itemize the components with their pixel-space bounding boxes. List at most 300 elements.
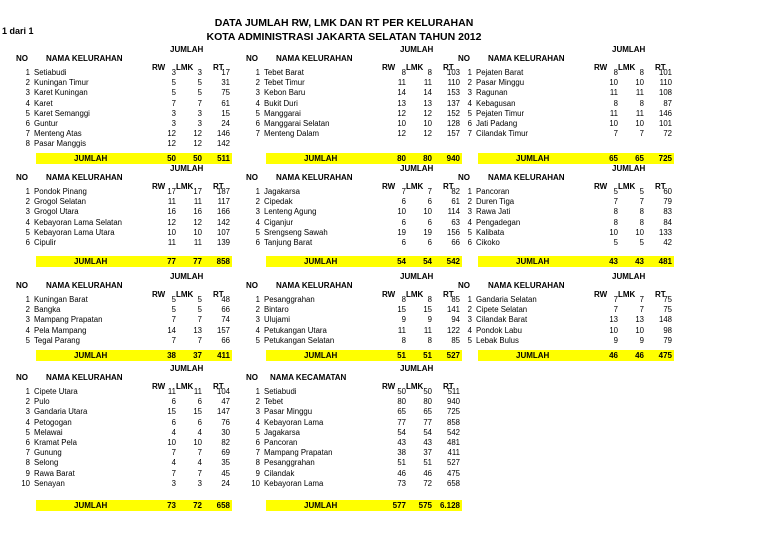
row-rt: 74 [221,315,230,325]
row-name: Grogol Selatan [34,197,87,207]
total-lmk: 50 [193,154,202,163]
table-header [16,163,224,191]
row-rt: 511 [447,387,460,396]
row-rw: 3 [171,119,176,128]
row-lmk: 6 [427,217,432,227]
row-rw: 11 [167,197,176,207]
row-name: Rawa Jati [476,207,511,217]
row-lmk: 65 [423,407,432,417]
row-rw: 11 [167,387,176,396]
row-name: Bukit Duri [264,98,298,108]
row-rw: 38 [397,448,406,458]
table-row [458,119,673,129]
row-name: Pesanggrahan [264,295,315,304]
row-lmk: 5 [197,305,202,315]
row-rw: 4 [171,427,176,437]
total-rt: 411 [217,351,230,360]
row-lmk: 14 [423,88,432,98]
row-rt: 79 [663,197,672,207]
rt-header: RT [213,290,224,299]
jumlah-header: JUMLAH [170,164,204,173]
rt-header: RT [213,182,224,191]
row-rt: 166 [216,207,230,217]
lmk-header: LMK [618,63,636,72]
row-rw: 8 [613,68,618,77]
lmk-header: LMK [618,290,636,299]
total-label: JUMLAH [74,501,108,510]
row-rt: 101 [658,119,672,128]
row-rw: 5 [171,78,176,88]
total-rw: 43 [609,257,618,266]
table-row [16,469,231,479]
total-lmk: 51 [423,351,432,360]
rt-header: RT [443,182,454,191]
row-lmk: 7 [639,197,644,207]
rw-header: RW [382,182,396,191]
row-number: 2 [255,78,260,88]
row-rw: 15 [167,407,176,417]
row-rw: 77 [397,417,406,427]
row-name: Tebet [264,397,284,407]
total-lmk: 575 [418,501,432,510]
row-rw: 10 [167,438,176,447]
jumlah-header: JUMLAH [612,164,646,173]
row-lmk: 10 [193,438,202,447]
table-row [16,305,231,315]
row-name: Srengseng Sawah [264,227,328,237]
row-name: Mampang Prapatan [264,448,333,458]
row-rw: 14 [397,88,406,98]
table-row [458,197,673,207]
row-lmk: 12 [423,129,432,139]
jumlah-header: JUMLAH [612,45,646,54]
table-row [246,78,461,88]
row-number: 8 [25,139,30,149]
row-rt: 128 [446,119,460,128]
row-rt: 75 [221,88,230,98]
row-number: 2 [255,305,260,315]
row-rw: 10 [609,325,618,335]
total-rw: 54 [397,257,406,266]
row-number: 4 [255,98,260,108]
row-rw: 6 [171,417,176,427]
row-lmk: 37 [423,448,432,458]
row-name: Petukangan Selatan [264,335,335,345]
row-rt: 107 [216,227,230,237]
row-rt: 69 [221,448,230,458]
table-header [246,163,454,191]
table-row [246,479,461,489]
row-number: 1 [255,187,260,196]
row-number: 3 [467,88,472,98]
row-name: Cipulir [34,238,57,247]
row-number: 2 [255,397,260,407]
total-lmk: 37 [193,351,202,360]
total-label: JUMLAH [74,351,108,360]
row-rt: 72 [663,129,672,139]
row-rt: 61 [451,197,460,207]
row-number: 9 [25,468,30,478]
table-row [246,119,461,129]
row-rt: 940 [446,397,460,407]
row-lmk: 6 [427,197,432,207]
row-number: 1 [467,295,472,304]
row-name: Senayan [34,478,65,488]
row-number: 1 [25,387,30,396]
row-rw: 11 [397,78,406,88]
row-rw: 7 [171,315,176,325]
row-lmk: 16 [193,207,202,217]
row-rt: 475 [446,468,460,478]
row-lmk: 3 [197,108,202,118]
row-number: 3 [25,315,30,325]
table-header [16,44,224,72]
row-name: Pancoran [476,187,510,196]
total-row [36,256,232,267]
row-name: Jagakarsa [264,427,300,437]
row-rt: 84 [663,217,672,227]
lmk-header: LMK [406,63,424,72]
row-lmk: 5 [197,295,202,304]
row-rt: 148 [658,315,672,325]
row-number: 5 [467,227,472,237]
total-label: JUMLAH [74,154,108,163]
rw-header: RW [152,290,166,299]
row-name: Ciganjur [264,217,294,227]
row-number: 3 [255,315,260,325]
name-header: NAMA KELURAHAN [488,173,565,182]
row-rt: 82 [221,438,230,447]
row-rt: 110 [659,78,672,88]
row-lmk: 15 [423,305,432,315]
row-number: 7 [25,448,30,458]
table-row [458,238,673,248]
row-lmk: 13 [193,325,202,335]
row-name: Cipedak [264,197,293,207]
total-rw: 38 [167,351,176,360]
row-lmk: 54 [423,427,432,437]
row-rt: 152 [446,108,460,118]
table-row [16,315,231,325]
row-rt: 411 [447,448,460,458]
table-row [16,218,231,228]
row-number: 3 [255,207,260,217]
row-lmk: 46 [423,468,432,478]
row-name: Manggarai Selatan [264,119,330,128]
row-name: Menteng Atas [34,129,82,139]
lmk-header: LMK [406,182,424,191]
row-rt: 75 [663,305,672,315]
row-rt: 45 [221,468,230,478]
row-name: Cipete Selatan [476,305,528,315]
lmk-header: LMK [176,290,194,299]
lmk-header: LMK [176,182,194,191]
rw-header: RW [152,63,166,72]
row-name: Setiabudi [34,68,67,77]
row-name: Setiabudi [264,387,297,396]
row-lmk: 3 [197,68,202,77]
row-name: Kalibata [476,227,505,237]
table-row [246,218,461,228]
row-lmk: 8 [427,295,432,304]
total-rt: 658 [216,501,230,510]
row-rw: 10 [397,207,406,217]
table-row [16,187,231,197]
row-number: 2 [467,305,472,315]
row-rt: 103 [446,68,460,77]
rt-header: RT [213,63,224,72]
row-lmk: 6 [197,397,202,407]
table-row [246,305,461,315]
row-name: Kebayoran Lama [264,478,324,488]
row-rt: 17 [221,68,230,77]
row-rt: 83 [663,207,672,217]
row-lmk: 11 [423,325,432,335]
lmk-header: LMK [406,290,424,299]
row-name: Karet Kuningan [34,88,88,98]
row-rw: 16 [167,207,176,217]
row-lmk: 10 [635,325,644,335]
table-row [458,218,673,228]
row-name: Pejaten Timur [476,108,525,118]
row-rw: 7 [613,305,618,315]
row-lmk: 8 [427,68,432,77]
name-header: NAMA KELURAHAN [46,281,123,290]
row-lmk: 12 [193,129,202,139]
row-rw: 8 [401,68,406,77]
rt-header: RT [213,382,224,391]
row-name: Duren Tiga [476,197,515,207]
row-name: Tanjung Barat [264,238,313,247]
row-name: Lebak Bulus [476,335,519,345]
row-number: 1 [467,68,472,77]
row-rw: 3 [171,108,176,118]
total-rw: 80 [397,154,406,163]
row-name: Pengadegan [476,217,521,227]
row-rt: 141 [446,305,460,315]
row-rw: 6 [401,217,406,227]
total-row [266,350,462,361]
row-rt: 75 [663,295,672,304]
row-rw: 73 [397,478,406,488]
row-name: Pasar Minggu [264,407,313,417]
row-lmk: 11 [635,108,644,118]
rw-header: RW [594,290,608,299]
row-lmk: 12 [193,139,202,149]
no-header: NO [246,54,258,63]
row-rw: 15 [397,305,406,315]
jumlah-header: JUMLAH [400,164,434,173]
row-rw: 7 [171,448,176,458]
row-rw: 13 [609,315,618,325]
rt-header: RT [443,63,454,72]
row-name: Bintaro [264,305,289,315]
row-number: 5 [255,427,260,437]
row-name: Pesanggrahan [264,458,315,468]
table-row [246,295,461,305]
row-rw: 10 [167,227,176,237]
total-lmk: 72 [193,501,202,510]
row-rt: 527 [446,458,460,468]
row-number: 2 [25,305,30,315]
table-row [458,336,673,346]
row-lmk: 72 [423,478,432,488]
total-lmk: 80 [423,154,432,163]
row-name: Cilandak Timur [476,129,528,139]
row-number: 3 [25,88,30,98]
jumlah-header: JUMLAH [170,45,204,54]
row-number: 6 [255,238,260,247]
table-row [16,336,231,346]
table-row [246,448,461,458]
row-lmk: 9 [639,335,644,345]
total-row [478,256,674,267]
jumlah-header: JUMLAH [400,272,434,281]
row-rw: 8 [613,217,618,227]
row-name: Kebayoran Lama [264,417,324,427]
table-row [246,458,461,468]
total-lmk: 43 [635,257,644,266]
total-rw: 50 [167,154,176,163]
row-rw: 7 [171,98,176,108]
row-rt: 66 [221,335,230,345]
table-row [246,109,461,119]
row-number: 1 [25,68,30,77]
total-lmk: 77 [193,257,202,266]
row-lmk: 10 [635,78,644,88]
row-rt: 156 [446,227,460,237]
row-rw: 12 [167,139,176,149]
row-rw: 6 [401,238,406,247]
row-name: Tebet Barat [264,68,304,77]
row-name: Grogol Utara [34,207,79,217]
total-rt: 725 [658,154,672,163]
table-row [16,197,231,207]
row-rt: 481 [446,438,460,447]
rw-header: RW [382,382,396,391]
total-rt: 542 [446,257,460,266]
rw-header: RW [152,182,166,191]
table-row [246,68,461,78]
row-name: Kebayoran Lama Selatan [34,217,122,227]
row-lmk: 12 [193,217,202,227]
row-rt: 114 [447,207,460,217]
row-rt: 94 [451,315,460,325]
table-row [458,68,673,78]
table-row [458,88,673,98]
row-rw: 54 [397,427,406,437]
row-lmk: 51 [423,458,432,468]
row-name: Kuningan Barat [34,295,88,304]
table-row [246,187,461,197]
table-row [16,207,231,217]
row-lmk: 12 [423,108,432,118]
row-name: Kebagusan [476,98,516,108]
row-name: Pela Mampang [34,325,87,335]
lmk-header: LMK [176,63,194,72]
row-lmk: 10 [193,227,202,237]
row-number: 7 [255,129,260,139]
row-name: Ulujami [264,315,290,325]
row-name: Tebet Timur [264,78,305,88]
row-name: Kebon Baru [264,88,306,98]
row-lmk: 5 [197,78,202,88]
table-row [458,228,673,238]
row-name: Gandaria Selatan [476,295,537,304]
table-header [16,271,224,299]
row-rt: 146 [216,129,230,139]
rw-header: RW [594,63,608,72]
row-lmk: 4 [197,427,202,437]
row-rt: 187 [216,187,230,196]
rw-header: RW [152,382,166,391]
row-lmk: 8 [639,207,644,217]
row-number: 3 [25,207,30,217]
row-name: Tegal Parang [34,335,80,345]
table-row [246,99,461,109]
row-lmk: 11 [193,197,202,207]
row-number: 7 [25,129,30,139]
row-lmk: 3 [197,478,202,488]
row-rt: 157 [216,325,230,335]
total-rw: 51 [397,351,406,360]
no-header: NO [16,281,28,290]
row-name: Lenteng Agung [264,207,317,217]
table-row [458,78,673,88]
row-rt: 153 [446,88,460,98]
no-header: NO [458,54,470,63]
row-name: Pondok Pinang [34,187,87,196]
total-label: JUMLAH [304,154,338,163]
no-header: NO [246,281,258,290]
row-rt: 35 [221,458,230,468]
row-rw: 7 [613,197,618,207]
table-header [458,44,666,72]
total-rw: 46 [609,351,618,360]
row-name: Selong [34,458,59,468]
row-number: 1 [467,187,472,196]
row-lmk: 19 [423,227,432,237]
row-name: Bangka [34,305,61,315]
row-lmk: 7 [197,315,202,325]
rt-header: RT [655,63,666,72]
table-row [458,295,673,305]
row-number: 8 [25,458,30,468]
row-rt: 66 [451,238,460,247]
row-rw: 51 [397,458,406,468]
row-rw: 43 [397,438,406,447]
row-number: 4 [25,325,30,335]
total-label: JUMLAH [516,257,550,266]
row-number: 7 [467,129,472,139]
row-lmk: 8 [427,335,432,345]
row-lmk: 17 [193,187,202,196]
table-row [16,438,231,448]
row-number: 4 [467,217,472,227]
table-row [246,197,461,207]
row-name: Petukangan Utara [264,325,327,335]
row-lmk: 3 [197,119,202,128]
row-number: 6 [467,119,472,128]
row-rt: 85 [451,335,460,345]
row-rt: 76 [221,417,230,427]
row-lmk: 9 [427,315,432,325]
row-number: 2 [467,197,472,207]
row-name: Rawa Barat [34,468,75,478]
row-name: Karet [34,98,53,108]
name-header: NAMA KELURAHAN [276,281,353,290]
table-row [458,326,673,336]
